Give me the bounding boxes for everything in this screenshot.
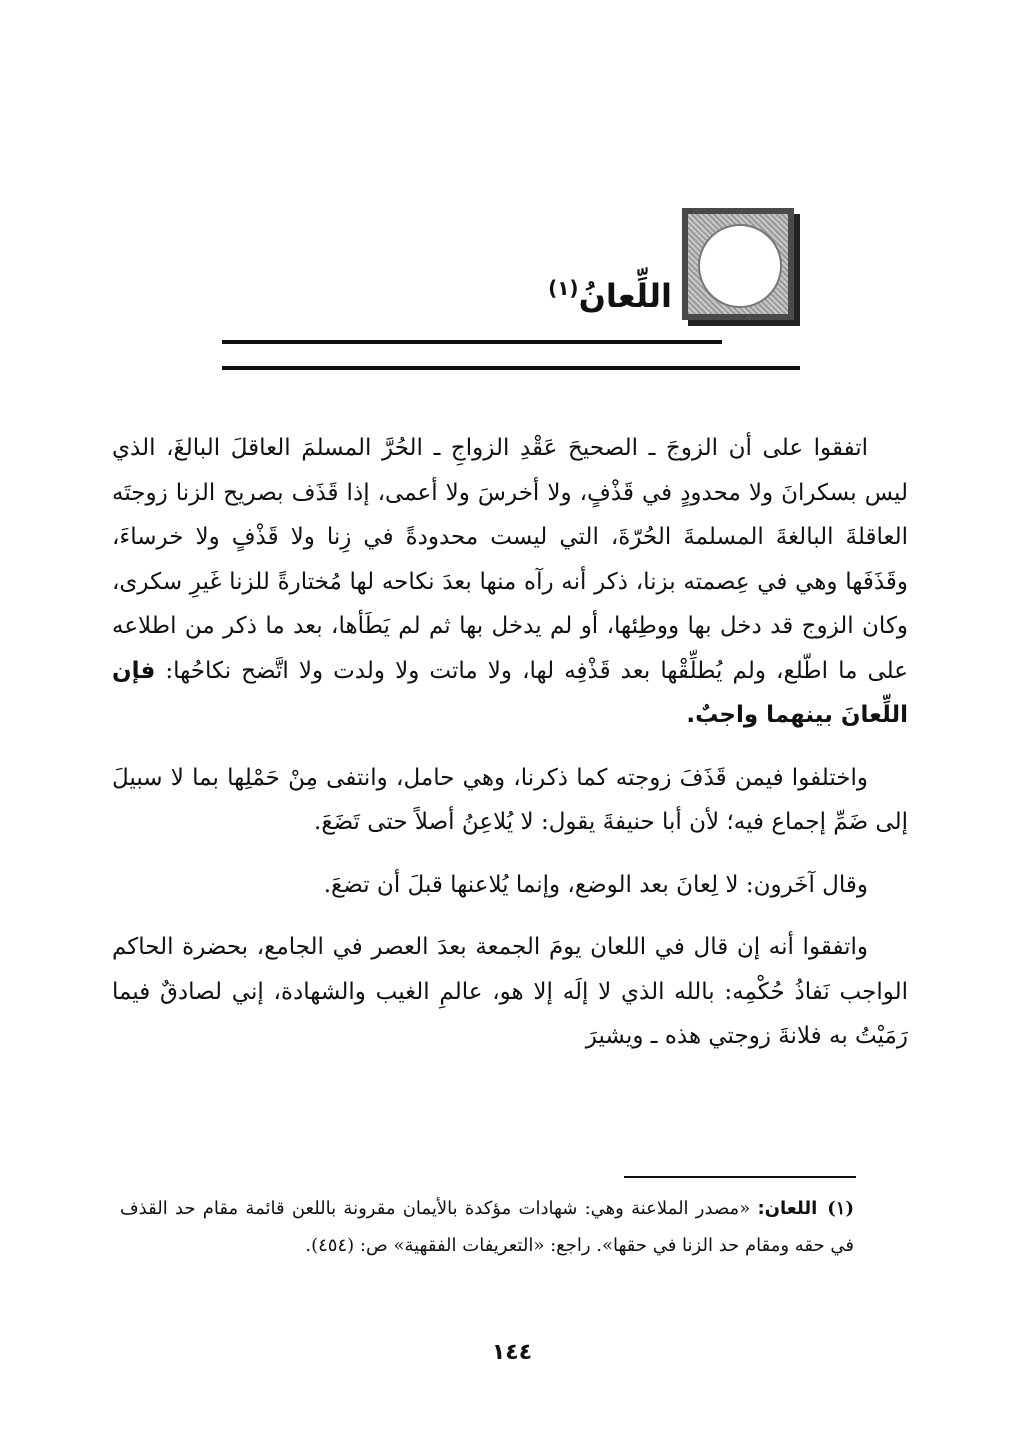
chapter-title: [548, 268, 672, 316]
footnote: [120, 1190, 854, 1264]
paragraph-4: واتفقوا أنه إن قال في اللعان يومَ الجمعة بعدَ العصر في الجامع، بحضرة الحاكم الواجب نَفاذُ حُكْمِه: بالله الذي لا إلَه إلا هو، عالمِ الغيب والشهادة، إني لصادقٌ فيما رَمَيْتُ به فلانةَ زوجتي هذه ـ ويشيرَ: [112, 934, 908, 1049]
paragraph-1-ruling: فإن اللِّعانَ بينهما واجبٌ.: [112, 657, 908, 728]
footnote-text: «مصدر الملاعنة وهي: شهادات مؤكدة بالأيمان مقرونة باللعن قائمة مقام حد القذف في حقه ومقام حد الزنا في حقها». راجع: «التعريفات الفقهية» ص: (٤٥٤).: [120, 1198, 854, 1256]
title-rule-bottom: [222, 366, 800, 370]
paragraph-1: [112, 426, 908, 738]
footnote-divider: [624, 1176, 856, 1178]
chapter-ornament-icon: [682, 208, 794, 320]
main-text: [112, 426, 908, 1077]
chapter-title-text: اللِّعانُ: [578, 277, 672, 315]
paragraph-1-text: اتفقوا على أن الزوجَ ـ الصحيحَ عَقْدِ الزواجِ ـ الحُرَّ المسلمَ العاقلَ البالغَ، الذي ليس بسكرانَ ولا محدودٍ في قَذْفٍ، ولا أخرسَ ولا أعمى، إذا قَذَف بصريح الزنا زوجتَه العاقلةَ البالغةَ المسلمةَ الحُرّةَ، التي ليست محدودةً في زِنا ولا قَذْفٍ ولا خرساءَ، وقَذَفَها وهي في عِصمته بزنا، ذكر أنه رآه منها بعدَ نكاحه لها مُختارةً للزنا غَيرِ سكرى، وكان الزوج قد دخل بها ووطِئها، أو لم يدخل بها ثم لم يَطَأها، بعد ما ذكر من اطلاعه على ما اطّلع، ولم يُطلِّقْها بعد قَذْفِه لها، ولا ماتت ولا ولدت ولا اتَّضح نكاحُها:: [112, 435, 908, 684]
chapter-footnote-marker: (١): [548, 276, 579, 300]
footnote-number: (١): [827, 1198, 854, 1219]
paragraph-2: واختلفوا فيمن قَذَفَ زوجته كما ذكرنا، وهي حامل، وانتفى مِنْ حَمْلِها بما لا سبيلَ إلى ضَمِّ إجماع فيه؛ لأن أبا حنيفةَ يقول: لا يُلاعِنُ أصلاً حتى تَضَعَ.: [112, 764, 908, 835]
paragraph-3: وقال آخَرون: لا لِعانَ بعد الوضع، وإنما يُلاعنها قبلَ أن تضعَ.: [323, 871, 868, 898]
footnote-term: اللعان:: [757, 1198, 818, 1219]
title-rule-top: [222, 340, 722, 344]
page-number: ١٤٤: [491, 1340, 533, 1365]
